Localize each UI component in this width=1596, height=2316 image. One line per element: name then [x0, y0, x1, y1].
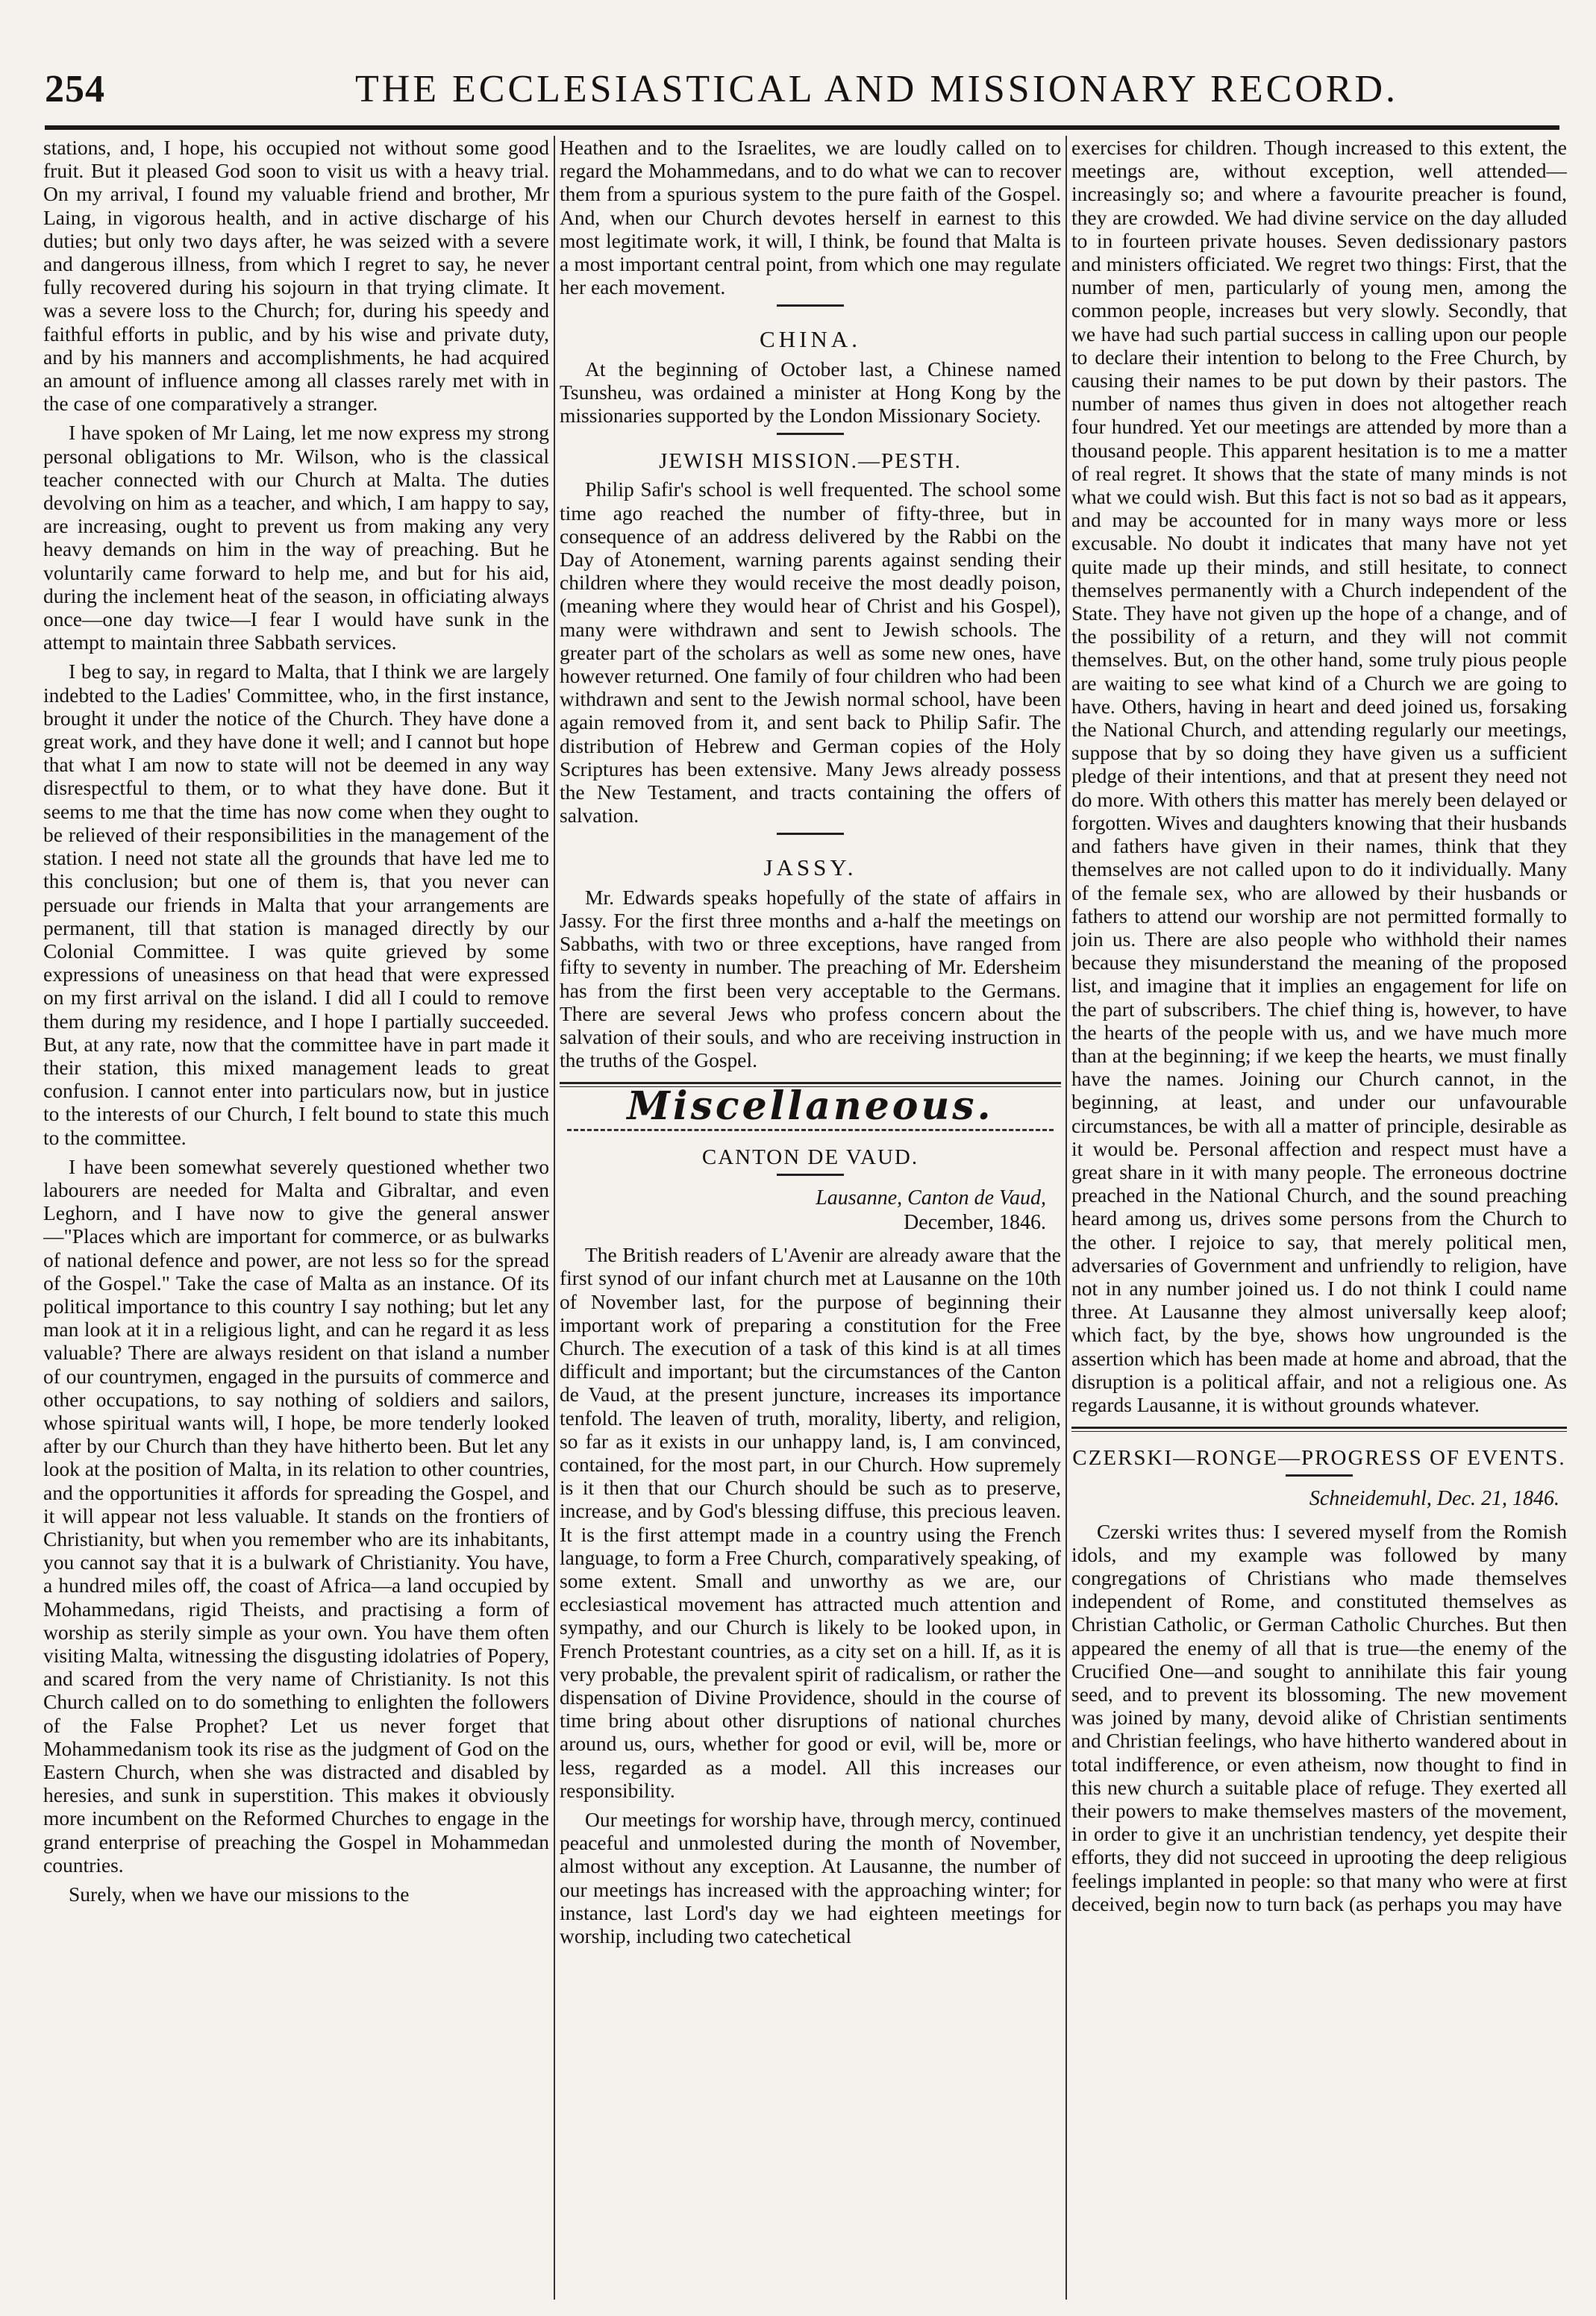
section-rule: [777, 833, 844, 835]
paragraph: Czerski writes thus: I severed myself from the Romish idols, and my example was followed by many congregations of Christians who made themselves independent of Rome, and constituted themselves as Christian Catholic, or German Catholic Churches. But then appeared the enemy of all that is true—the enemy of the Crucified One—and sought to annihilate this fair young seed, and to prevent its blossoming. The new movement was joined by many, devoid alike of Christian sentiments and Christian feelings, who have hitherto wandered about in total indifference, or even atheism, now thought to find in this new church a suitable place of refuge. They exerted all their powers to make themselves masters of the movement, in order to give it an unchristian tendency, yet despite their efforts, they did not succeed in uprooting the deep religious feelings implanted in people: so that many who were at first deceived, begin now to turn back (as perhaps you may have: [1071, 1519, 1567, 1915]
paragraph: Surely, when we have our missions to the: [69, 1882, 410, 1906]
miscellaneous-banner: Miscellaneous.: [627, 1083, 994, 1130]
section-title-vaud: CANTON DE VAUD.: [701, 1145, 919, 1169]
section-rule: [777, 1174, 844, 1176]
column-middle: [560, 136, 1061, 2300]
paragraph: I beg to say, in regard to Malta, that I think we are largely indebted to the Ladies' Committee, who, in the first instance, brought it under the notice of the Church. They have done a great work, and they have done it well; and I cannot but hope that what I am now to state will not be deemed in any way disrespectful to them, or to what they have done. But it seems to me that the time has now come when they ought to be relieved of their responsibilities in the management of the station. I need not state all the grounds that have led me to this conclusion; but one of them is, that you never can persuade our friends in Malta that your arrangements are permanent, till that station is managed directly by our Colonial Committee. I was quite grieved by some expressions of uneasiness on that head that were expressed on my first arrival on the island. I did all I could to remove them during my residence, and I hope I partially succeeded. But, at any rate, now that the committee have in part made it their station, this mixed management leads to great confusion. I cannot enter into particulars now, but in justice to the interests of our Church, I felt bound to state this much to the committee.: [43, 660, 549, 1149]
paragraph: The British readers of L'Avenir are already aware that the first synod of our infant church met at Lausanne on the 10th of November last, for the purpose of beginning their important work of preparing a constitution for the Free Church. The execution of a task of this kind is at all times difficult and important; but the circumstances of the Canton de Vaud, at the present juncture, increases its importance tenfold. The leaven of truth, morality, liberty, and religion, so far as it exists in our unhappy land, is, I am convinced, contained, for the most part, in our Church. How supremely is it then that our Church should be such as to preserve, increase, and by God's blessing diffuse, this precious leaven. It is the first attempt made in a country using the French language, to form a Free Church, comparatively speaking, of some extent. Small and unworthy as we are, our ecclesiastical movement has attracted much attention and sympathy, and our Church is likely to be looked upon, in French Protestant countries, as a city set on a hill. If, as it is very probable, the prevalent spirit of radicalism, or rather the dispensation of Divine Providence, should in the course of time bring about other disruptions of national churches around us, ours, whether for good or evil, will be, more or less, regarded as a model. All this increases our responsibility.: [560, 1243, 1061, 1802]
paragraph: I have spoken of Mr Laing, let me now express my strong personal obligations to Mr. Wilson, who is the classical teacher connected with our Church at Malta. The duties devolving on him as a teacher, and which, I am happy to say, are increasing, ought to prevent us from making any very heavy demands on him in the way of preaching. But he voluntarily came forward to help me, and but for his aid, during the inclement heat of the season, in officiating always once—one day twice—I fear I would have sunk in the attempt to maintain three Sabbath services.: [43, 421, 549, 654]
header-rule: [45, 125, 1559, 130]
paragraph: At the beginning of October last, a Chinese named Tsunsheu, was ordained a minister at Hong Kong by the missionaries supported by the London Missionary Society.: [560, 357, 1061, 428]
section-title-china: CHINA.: [760, 326, 861, 353]
paragraph: I have been somewhat severely questioned whether two labourers are needed for Malta and Gibraltar, and even Leghorn, and I have now to give the general answer—"Places which are important for commerce, or as bulwarks of national defence and power, are not less so for the spread of the Gospel." Take the case of Malta as an instance. Of its political importance to this country I say nothing; but let any man look at it in a religious light, and can he regard it as less valuable? There are always resident on that island a number of our countrymen, engaged in the pursuits of commerce and other occupations, to say nothing of soldiers and sailors, whose spiritual wants will, I hope, be more tenderly looked after by our Church than they have hitherto been. But let any look at the position of Malta, in its relation to other countries, and the opportunities it affords for spreading the Gospel, and it will appear not less valuable. It stands on the frontiers of Christianity, but when you remember who are its inhabitants, you cannot say that it is a bulwark of Christianity. You have, a hundred miles off, the coast of Africa—a land occupied by Mohammedans, rigid Theists, and practising a form of worship as sterily simple as your own. You have them often visiting Malta, witnessing the disgusting idolatries of Popery, and scared from the very name of Christianity. Is not this Church called on to do something to enlighten the followers of the False Prophet? Let us never forget that Mohammedanism took its rise as the judgment of God on the Eastern Church, when she was distracted and disabled by heresies, and sunk in superstition. This makes it obviously more incumbent on the Reformed Churches to engage in the grand enterprise of preaching the Gospel in Mohammedan countries.: [43, 1154, 549, 1877]
paragraph: Our meetings for worship have, through mercy, continued peaceful and unmolested during the month of November, almost without any exception. At Lausanne, the number of our meetings has increased with the approaching winter; for instance, last Lord's day we had eighteen meetings for worship, including two catechetical: [560, 1808, 1061, 1948]
column-divider: [1065, 136, 1067, 2300]
double-rule: [1071, 1427, 1567, 1432]
section-rule: [777, 304, 844, 307]
column-right: [1071, 136, 1567, 2300]
page-header: [45, 58, 1559, 119]
dateline-place: Lausanne, Canton de Vaud,: [816, 1186, 1046, 1209]
column-divider: [554, 136, 555, 2300]
column-left: [43, 136, 549, 2300]
dateline-date: December, 1846.: [904, 1210, 1046, 1234]
paragraph: Mr. Edwards speaks hopefully of the state of affairs in Jassy. For the first three months and a-half the meetings on Sabbaths, with two or three exceptions, have ranged from fifty to seventy in number. The preaching of Mr. Edersheim has from the first been very acceptable to the Germans. There are several Jews who profess concern about the salvation of their souls, and who are receiving instruction in the truths of the Gospel.: [560, 885, 1061, 1072]
dateline: Schneidemuhl, Dec. 21, 1846.: [1309, 1487, 1559, 1511]
section-title-czerski: CZERSKI—RONGE—PROGRESS OF EVENTS.: [1072, 1446, 1566, 1471]
running-title: THE ECCLESIASTICAL AND MISSIONARY RECORD.: [354, 68, 1399, 110]
paragraph: stations, and, I hope, his occupied not without some good fruit. But it pleased God soon to visit us with a heavy trial. On my arrival, I found my valuable friend and brother, Mr Laing, in vigorous health, and in active discharge of his duties; but only two days after, he was seized with a severe and dangerous illness, from which I regret to say, he never fully recovered during his sojourn in that trying climate. It was a severe loss to the Church; for, during his speedy and faithful efforts in public, and by his wise and private duty, and by his manners and accomplishments, he had acquired an amount of influence among all classes rarely met with in the case of one comparatively a stranger.: [43, 136, 549, 416]
paragraph: Philip Safir's school is well frequented. The school some time ago reached the number of fifty-three, but in consequence of an address delivered by the Rabbi on the Day of Atonement, warning parents against sending their children where they would receive the most deadly poison, (meaning where they would hear of Christ and his Gospel), many were withdrawn and sent to Jewish schools. The greater part of the scholars as well as some new ones, have however returned. One family of four children who had been withdrawn and sent to the Jewish normal school, have been again removed from it, and sent back to Philip Safir. The distribution of Hebrew and German copies of the Holy Scriptures has been extensive. Many Jews already possess the New Testament, and tracts containing the offers of salvation.: [560, 478, 1061, 827]
page-number: 254: [45, 68, 105, 110]
paragraph: Heathen and to the Israelites, we are loudly called on to regard the Mohammedans, and to do what we can to recover them from a spurious system to the pure faith of the Gospel. And, when our Church devotes herself in earnest to this most legitimate work, it will, I think, be found that Malta is a most important central point, from which one may regulate her each movement.: [560, 136, 1061, 299]
paragraph: exercises for children. Though increased to this extent, the meetings are, without exception, well attended—increasingly so; and where a favourite preacher is found, they are crowded. We had divine service on the day alluded to in fourteen private houses. Seven dedissionary pastors and ministers officiated. We regret two things: First, that the number of men, particularly of young men, among the common people, increases but very slowly. Secondly, that we have had such partial success in calling upon our people to declare their intention to belong to the Free Church, by causing their names to be put down by their pastors. The number of names thus given in does not altogether reach four hundred. Yet our meetings are attended by more than a thousand people. This apparent hesitation is to me a matter of real regret. It shows that the state of many minds is not what we could wish. But this fact is not so bad as it appears, and may be accounted for in many ways more or less excusable. No doubt it indicates that many have not yet quite made up their minds, and still hesitate, to connect themselves permanently with a Church independent of the State. They have not given up the hope of a change, and of the possibility of a return, and they will not commit themselves. But, on the other hand, some truly pious people are waiting to see what kind of a Church we are going to have. Others, having in heart and deed joined us, forsaking the National Church, and attending regularly our meetings, suppose that by so doing they have given us a sufficient pledge of their intentions, and that at present they need not do more. With others this matter has merely been delayed or forgotten. Wives and daughters knowing that their husbands and fathers have given in their names, think that they themselves are not called upon to do it individually. Many of the female sex, who are allowed by their husbands or fathers to attend our worship are not permitted formally to join us. There are also people who withhold their names because they misunderstand the meaning of the proposed list, and imagine that it implies an engagement for life on the part of subscribers. The chief thing is, however, to have the hearts of the people with us, and we have much more than at the beginning; if we keep the hearts, we must finally have the names. Joining our Church cannot, in the beginning, at least, and under our unfavourable circumstances, be with all a matter of principle, desirable as it would be. Personal affection and respect must have a great share in it with many people. The erroneous doctrine preached in the National Church, and the sound preaching heard among us, drives some persons from the Church to the other. I rejoice to say, that merely political men, adversaries of Government and unfriendly to religion, have not in any number joined us. I do not think I could name three. At Lausanne they almost universally keep aloof; which fact, by the bye, shows how ungrounded is the assertion which has been made at home and abroad, that the disruption is a political affair, and not a religious one. As regards Lausanne, it is without grounds whatever.: [1071, 136, 1567, 1416]
section-rule: [1286, 1474, 1353, 1477]
section-rule: [777, 433, 844, 435]
section-title-pesth: JEWISH MISSION.—PESTH.: [659, 449, 962, 474]
section-title-jassy: JASSY.: [763, 854, 857, 881]
